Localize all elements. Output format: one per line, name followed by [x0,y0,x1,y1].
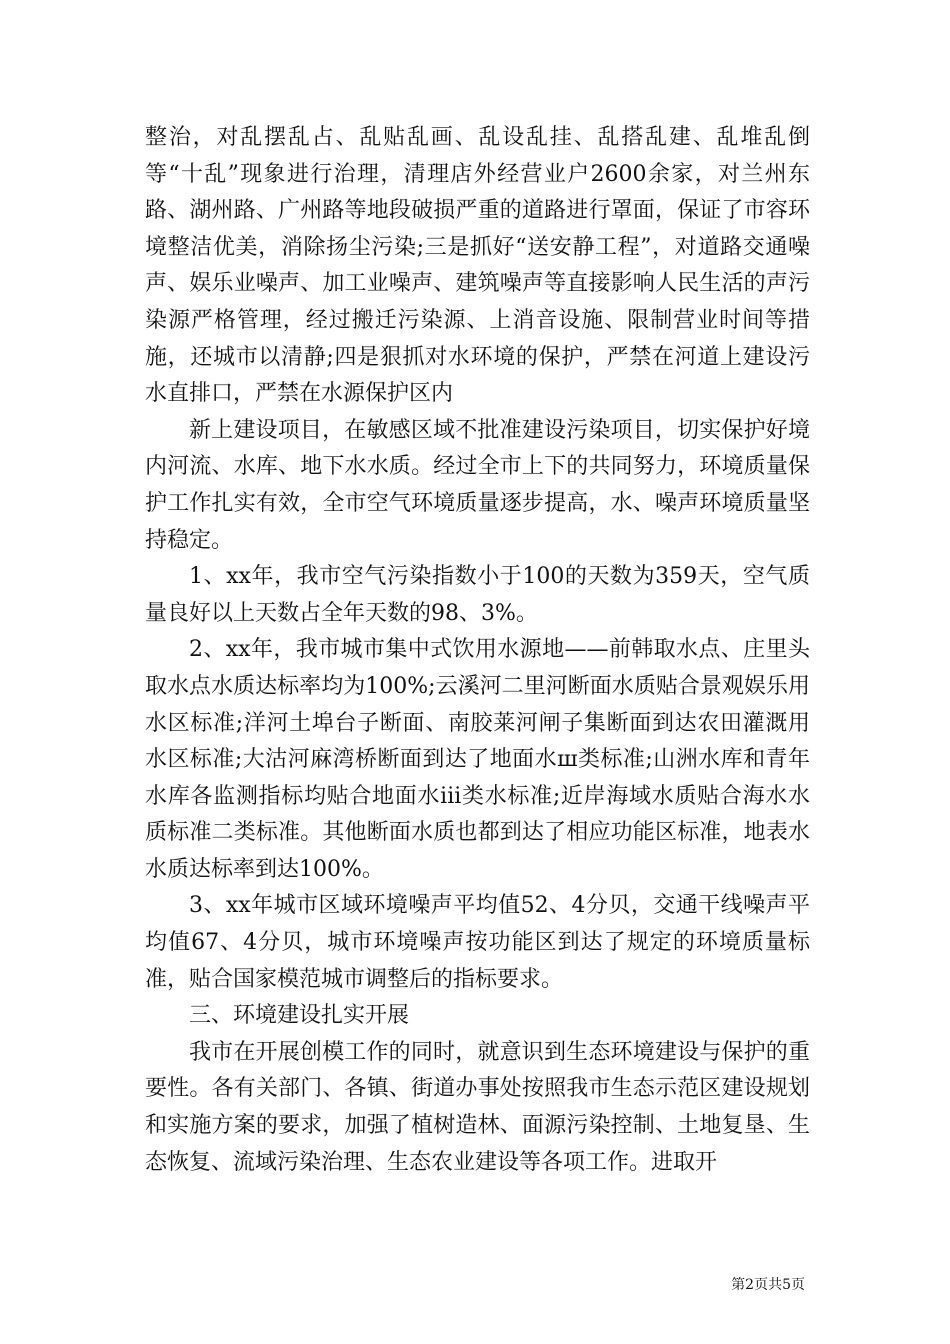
page-number-footer: 第2页共5页 [731,1277,805,1293]
paragraph-1-continued: 整治，对乱摆乱占、乱贴乱画、乱设乱挂、乱搭乱建、乱堆乱倒等“十乱”现象进行治理，清理店外经营业户2600余家，对兰州东路、湖州路、广州路等地段破损严重的道路进行罩面，保证了市容环境整洁优美，消除扬尘污染;三是抓好“送安静工程”，对道路交通噪声、娱乐业噪声、加工业噪声、建筑噪声等直接影响人民生活的声污染源严格管理，经过搬迁污染源、上消音设施、限制营业时间等措施，还城市以清静;四是狠抓对水环境的保护，严禁在河道上建设污水直排口，严禁在水源保护区内 [145,125,810,407]
paragraph-noise: 3、xx年城市区域环境噪声平均值52、4分贝，交通干线噪声平均值67、4分贝，城市环境噪声按功能区到达了规定的环境质量标准，贴合国家模范城市调整后的指标要求。 [145,893,810,992]
paragraph-2: 新上建设项目，在敏感区域不批准建设污染项目，切实保护好境内河流、水库、地下水水质。经过全市上下的共同努力，环境质量保护工作扎实有效，全市空气环境质量逐步提高，水、噪声环境质量坚持稳定。 [145,417,810,553]
paragraph-eco-construction: 我市在开展创模工作的同时，就意识到生态环境建设与保护的重要性。各有关部门、各镇、街道办事处按照我市生态示范区建设规划和实施方案的要求，加强了植树造林、面源污染控制、土地复垦、生态恢复、流域污染治理、生态农业建设等各项工作。进取开 [145,1039,810,1175]
section-heading: 三、环境建设扎实开展 [189,1003,410,1029]
paragraph-water-quality: 2、xx年，我市城市集中式饮用水源地——前韩取水点、庄里头取水点水质达标率均为100%;云溪河二里河断面水质贴合景观娱乐用水区标准;洋河土埠台子断面、南胶莱河闸子集断面到达农田灌溉用水区标准;大沽河麻湾桥断面到达了地面水ш类标准;山洲水库和青年水库各监测指标均贴合地面水iii类水标准;近岸海域水质贴合海水水质标准二类标准。其他断面水质也都到达了相应功能区标准，地表水水质达标率到达100%。 [145,637,810,882]
paragraph-air-quality: 1、xx年，我市空气污染指数小于100的天数为359天，空气质量良好以上天数占全年天数的98、3%。 [145,564,810,626]
document-body [145,120,810,1181]
